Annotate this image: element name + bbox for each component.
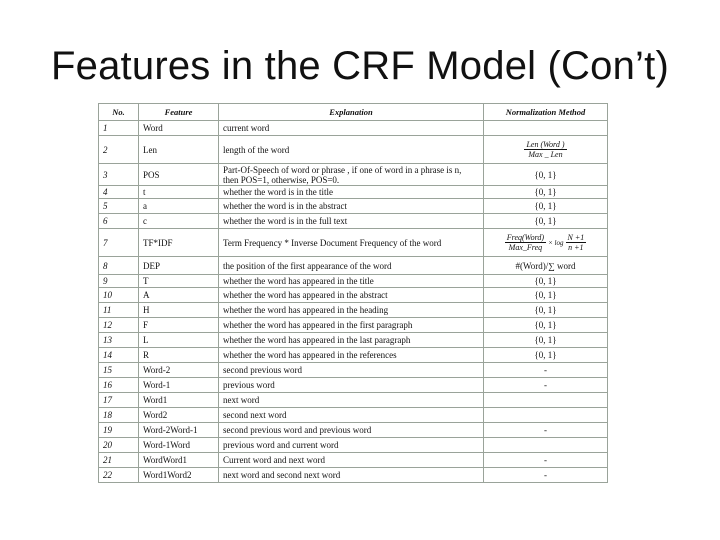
cell-normalization: - <box>484 423 608 438</box>
table-row <box>99 214 608 229</box>
cell-explanation: whether the word is in the title <box>219 186 484 199</box>
table-row <box>99 468 608 483</box>
table-row <box>99 318 608 333</box>
cell-feature: a <box>139 199 219 214</box>
cell-no: 3 <box>99 164 139 186</box>
cell-feature: Len <box>139 136 219 164</box>
cell-feature: Word2 <box>139 408 219 423</box>
cell-explanation: whether the word has appeared in the title <box>219 275 484 288</box>
cell-explanation: Current word and next word <box>219 453 484 468</box>
cell-feature: T <box>139 275 219 288</box>
cell-explanation: previous word and current word <box>219 438 484 453</box>
table-row <box>99 186 608 199</box>
cell-normalization: {0, 1} <box>484 333 608 348</box>
formula-fraction <box>505 233 546 252</box>
cell-normalization: - <box>484 378 608 393</box>
cell-explanation: whether the word has appeared in the abstract <box>219 288 484 303</box>
cell-feature: Word <box>139 121 219 136</box>
table-row <box>99 438 608 453</box>
table-row <box>99 423 608 438</box>
cell-explanation: whether the word is in the abstract <box>219 199 484 214</box>
cell-explanation: second previous word <box>219 363 484 378</box>
cell-feature: Word1 <box>139 393 219 408</box>
cell-no: 22 <box>99 468 139 483</box>
cell-explanation: current word <box>219 121 484 136</box>
cell-explanation: Term Frequency * Inverse Document Frequency of the word <box>219 229 484 257</box>
cell-no: 12 <box>99 318 139 333</box>
table-row <box>99 164 608 186</box>
cell-normalization <box>484 136 608 164</box>
cell-no: 1 <box>99 121 139 136</box>
features-table-container <box>98 103 607 494</box>
cell-normalization: - <box>484 468 608 483</box>
cell-explanation: length of the word <box>219 136 484 164</box>
cell-explanation: next word and second next word <box>219 468 484 483</box>
cell-feature: R <box>139 348 219 363</box>
table-row <box>99 333 608 348</box>
cell-normalization: {0, 1} <box>484 288 608 303</box>
cell-no: 9 <box>99 275 139 288</box>
cell-feature: TF*IDF <box>139 229 219 257</box>
header-normalization: Normalization Method <box>484 104 608 121</box>
cell-no: 20 <box>99 438 139 453</box>
cell-explanation: whether the word has appeared in the references <box>219 348 484 363</box>
formula-operator: × log <box>548 238 564 247</box>
header-explanation: Explanation <box>219 104 484 121</box>
table-row <box>99 408 608 423</box>
table-row <box>99 275 608 288</box>
cell-feature: t <box>139 186 219 199</box>
cell-feature: L <box>139 333 219 348</box>
cell-feature: F <box>139 318 219 333</box>
cell-feature: Word-2Word-1 <box>139 423 219 438</box>
cell-no: 19 <box>99 423 139 438</box>
cell-explanation: whether the word has appeared in the last paragraph <box>219 333 484 348</box>
cell-normalization: #(Word)/∑ word <box>484 257 608 275</box>
cell-explanation: previous word <box>219 378 484 393</box>
cell-no: 2 <box>99 136 139 164</box>
header-feature: Feature <box>139 104 219 121</box>
cell-feature: Word-2 <box>139 363 219 378</box>
table-body <box>99 121 608 483</box>
cell-normalization <box>484 438 608 453</box>
cell-explanation: Part-Of-Speech of word or phrase , if one of word in a phrase is n, then POS=1, otherwise, POS=0. <box>219 164 484 186</box>
table-row <box>99 257 608 275</box>
cell-feature: H <box>139 303 219 318</box>
cell-no: 8 <box>99 257 139 275</box>
cell-explanation: whether the word is in the full text <box>219 214 484 229</box>
cell-no: 6 <box>99 214 139 229</box>
cell-explanation: whether the word has appeared in the heading <box>219 303 484 318</box>
cell-normalization: {0, 1} <box>484 186 608 199</box>
table-row <box>99 303 608 318</box>
cell-no: 16 <box>99 378 139 393</box>
cell-feature: DEP <box>139 257 219 275</box>
table-header-row <box>99 104 608 121</box>
header-no: No. <box>99 104 139 121</box>
cell-no: 21 <box>99 453 139 468</box>
cell-feature: WordWord1 <box>139 453 219 468</box>
cell-feature: Word1Word2 <box>139 468 219 483</box>
formula-numerator: Freq(Word) <box>506 233 545 242</box>
cell-no: 4 <box>99 186 139 199</box>
table-row <box>99 229 608 257</box>
cell-no: 7 <box>99 229 139 257</box>
cell-no: 5 <box>99 199 139 214</box>
cell-explanation: second previous word and previous word <box>219 423 484 438</box>
table-row <box>99 121 608 136</box>
table-row <box>99 348 608 363</box>
cell-no: 14 <box>99 348 139 363</box>
cell-no: 13 <box>99 333 139 348</box>
cell-normalization: {0, 1} <box>484 214 608 229</box>
formula-denominator: Max_Freq <box>508 243 543 252</box>
table-row <box>99 288 608 303</box>
cell-explanation: the position of the first appearance of the word <box>219 257 484 275</box>
cell-normalization <box>484 121 608 136</box>
cell-explanation: next word <box>219 393 484 408</box>
cell-normalization: {0, 1} <box>484 348 608 363</box>
features-table <box>98 103 608 483</box>
cell-normalization <box>484 229 608 257</box>
cell-normalization <box>484 393 608 408</box>
cell-normalization: {0, 1} <box>484 164 608 186</box>
cell-normalization: - <box>484 363 608 378</box>
cell-explanation: second next word <box>219 408 484 423</box>
slide-title: Features in the CRF Model (Con’t) <box>51 44 669 88</box>
formula-denominator: Max _ Len <box>528 150 563 159</box>
table-row <box>99 453 608 468</box>
cell-feature: Word-1Word <box>139 438 219 453</box>
formula-fraction <box>524 140 566 159</box>
table-row <box>99 378 608 393</box>
cell-normalization: - <box>484 453 608 468</box>
formula-denominator-2: n +1 <box>568 243 584 252</box>
cell-feature: POS <box>139 164 219 186</box>
table-row <box>99 136 608 164</box>
cell-normalization: {0, 1} <box>484 303 608 318</box>
cell-no: 15 <box>99 363 139 378</box>
cell-no: 11 <box>99 303 139 318</box>
cell-no: 18 <box>99 408 139 423</box>
formula-numerator: Len (Word ) <box>526 140 565 149</box>
cell-no: 17 <box>99 393 139 408</box>
table-row <box>99 199 608 214</box>
cell-explanation: whether the word has appeared in the first paragraph <box>219 318 484 333</box>
formula-numerator-2: N +1 <box>567 233 585 242</box>
cell-normalization <box>484 408 608 423</box>
table-row <box>99 363 608 378</box>
table-row <box>99 393 608 408</box>
cell-normalization: {0, 1} <box>484 275 608 288</box>
cell-feature: A <box>139 288 219 303</box>
cell-feature: c <box>139 214 219 229</box>
formula-fraction-2 <box>566 233 587 252</box>
cell-feature: Word-1 <box>139 378 219 393</box>
cell-normalization: {0, 1} <box>484 199 608 214</box>
cell-no: 10 <box>99 288 139 303</box>
cell-normalization: {0, 1} <box>484 318 608 333</box>
